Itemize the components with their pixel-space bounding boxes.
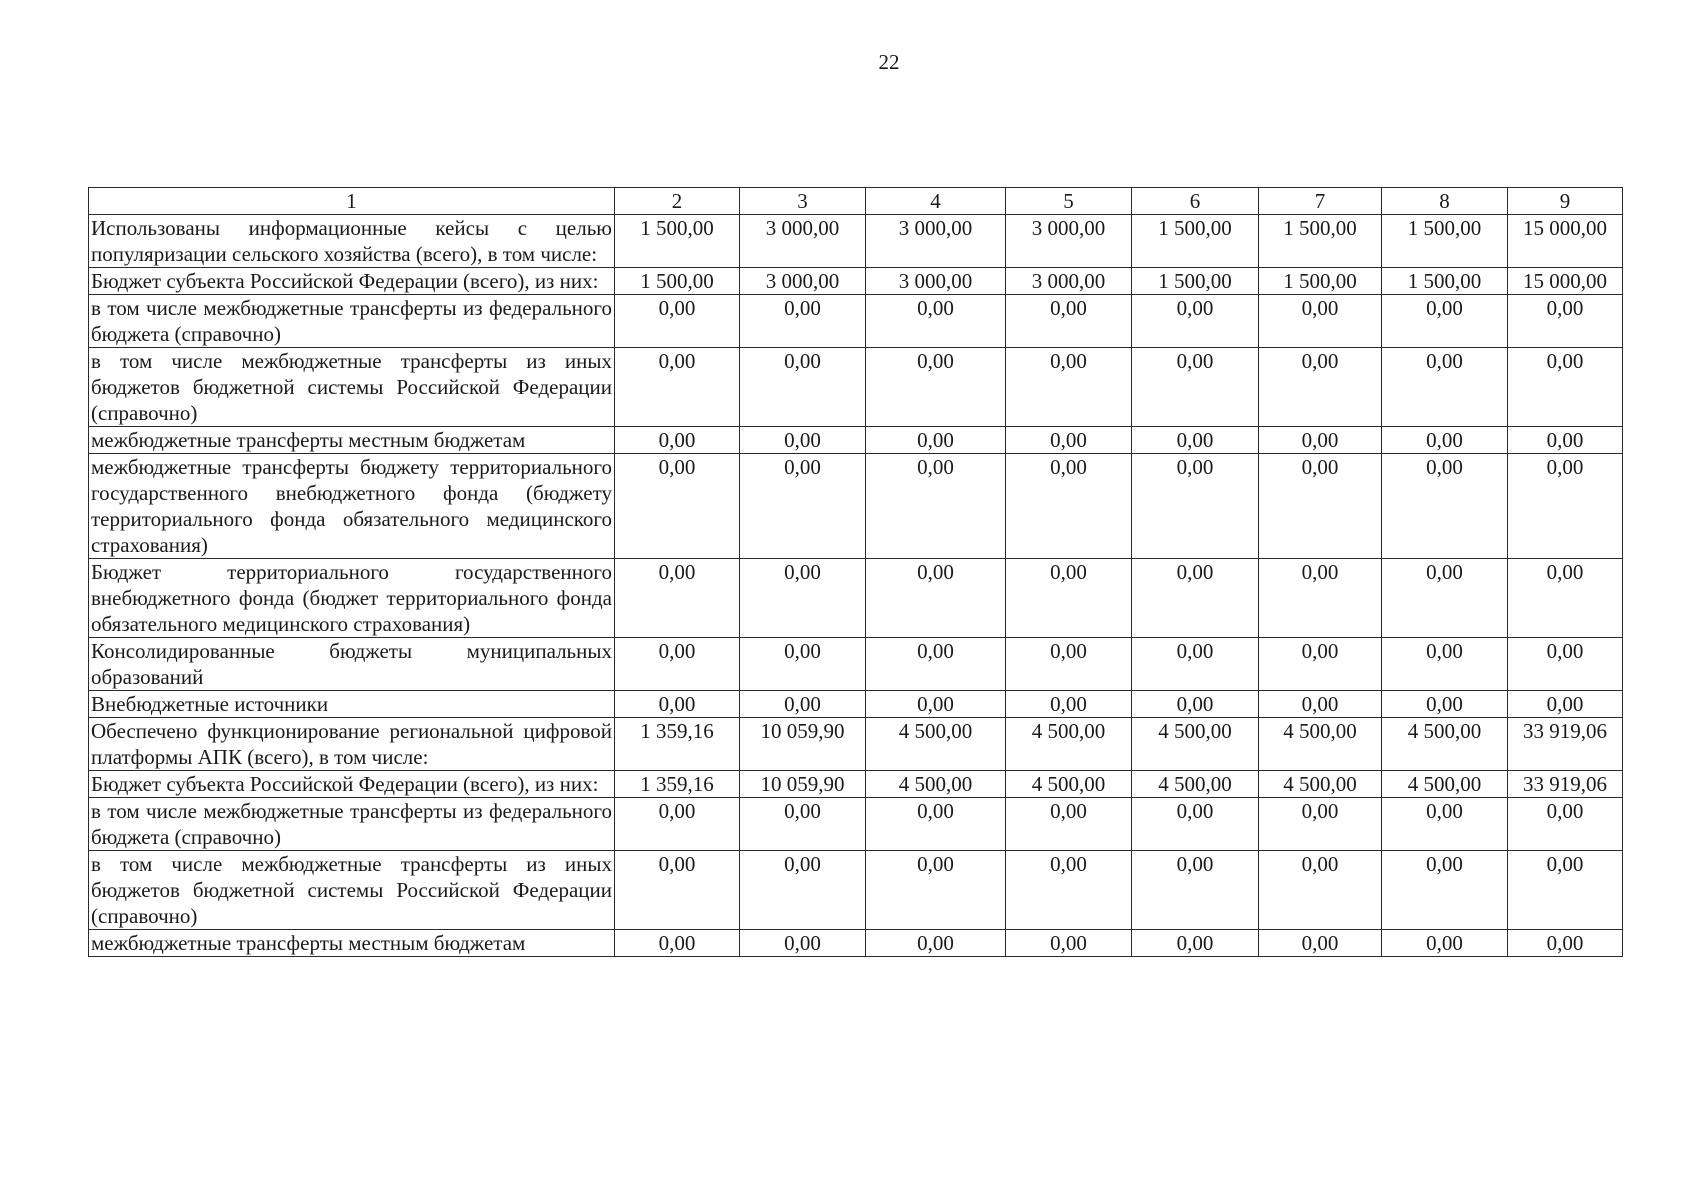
value-cell: 0,00 — [1508, 427, 1623, 454]
value-cell: 3 000,00 — [740, 215, 866, 268]
row-label: Использованы информационные кейсы с целью популяризации сельского хозяйства (всего), в том числе: — [89, 215, 615, 268]
value-cell: 3 000,00 — [866, 268, 1006, 295]
value-cell: 33 919,06 — [1508, 771, 1623, 798]
table-header-row — [89, 188, 1623, 215]
value-cell: 4 500,00 — [1132, 718, 1259, 771]
value-cell: 4 500,00 — [1006, 718, 1132, 771]
table-row — [89, 638, 1623, 691]
table-row — [89, 771, 1623, 798]
value-cell: 0,00 — [615, 851, 740, 930]
value-cell: 1 500,00 — [1259, 215, 1382, 268]
value-cell: 0,00 — [1382, 638, 1508, 691]
table-row — [89, 268, 1623, 295]
table-row — [89, 295, 1623, 348]
value-cell: 0,00 — [615, 930, 740, 957]
value-cell: 0,00 — [1132, 798, 1259, 851]
column-header: 2 — [615, 188, 740, 215]
value-cell: 0,00 — [1508, 559, 1623, 638]
value-cell: 0,00 — [1132, 930, 1259, 957]
table-row — [89, 930, 1623, 957]
value-cell: 0,00 — [1259, 348, 1382, 427]
value-cell: 0,00 — [1259, 427, 1382, 454]
value-cell: 0,00 — [740, 348, 866, 427]
column-header: 1 — [89, 188, 615, 215]
value-cell: 0,00 — [1132, 454, 1259, 559]
row-label: межбюджетные трансферты бюджету территориального государственного внебюджетного фонда (бюджету территориального фонда обязательного медицинского страхования) — [89, 454, 615, 559]
value-cell: 0,00 — [1006, 559, 1132, 638]
table-row — [89, 851, 1623, 930]
value-cell: 15 000,00 — [1508, 268, 1623, 295]
value-cell: 4 500,00 — [1382, 718, 1508, 771]
value-cell: 0,00 — [1006, 638, 1132, 691]
value-cell: 0,00 — [1259, 851, 1382, 930]
value-cell: 0,00 — [740, 691, 866, 718]
value-cell: 0,00 — [615, 427, 740, 454]
value-cell: 0,00 — [1382, 295, 1508, 348]
value-cell: 1 359,16 — [615, 771, 740, 798]
row-label: в том числе межбюджетные трансферты из иных бюджетов бюджетной системы Российской Федерации (справочно) — [89, 851, 615, 930]
value-cell: 0,00 — [1508, 798, 1623, 851]
value-cell: 0,00 — [1132, 691, 1259, 718]
value-cell: 0,00 — [740, 454, 866, 559]
value-cell: 0,00 — [1382, 930, 1508, 957]
value-cell: 4 500,00 — [1006, 771, 1132, 798]
value-cell: 0,00 — [866, 559, 1006, 638]
value-cell: 0,00 — [615, 798, 740, 851]
value-cell: 0,00 — [1006, 348, 1132, 427]
value-cell: 4 500,00 — [1259, 771, 1382, 798]
row-label: Бюджет субъекта Российской Федерации (всего), из них: — [89, 268, 615, 295]
value-cell: 3 000,00 — [1006, 215, 1132, 268]
value-cell: 0,00 — [1508, 348, 1623, 427]
value-cell: 0,00 — [740, 798, 866, 851]
value-cell: 0,00 — [1508, 851, 1623, 930]
value-cell: 0,00 — [1259, 559, 1382, 638]
row-label: Бюджет субъекта Российской Федерации (всего), из них: — [89, 771, 615, 798]
value-cell: 0,00 — [1382, 427, 1508, 454]
value-cell: 0,00 — [1006, 930, 1132, 957]
value-cell: 3 000,00 — [1006, 268, 1132, 295]
value-cell: 0,00 — [866, 427, 1006, 454]
table-row — [89, 559, 1623, 638]
budget-table — [88, 187, 1623, 957]
table-row — [89, 427, 1623, 454]
row-label: Обеспечено функционирование региональной цифровой платформы АПК (всего), в том числе: — [89, 718, 615, 771]
value-cell: 0,00 — [1382, 348, 1508, 427]
value-cell: 1 500,00 — [615, 268, 740, 295]
value-cell: 10 059,90 — [740, 771, 866, 798]
value-cell: 10 059,90 — [740, 718, 866, 771]
value-cell: 0,00 — [1508, 638, 1623, 691]
column-header: 5 — [1006, 188, 1132, 215]
value-cell: 0,00 — [1132, 559, 1259, 638]
value-cell: 0,00 — [615, 454, 740, 559]
value-cell: 1 500,00 — [1382, 215, 1508, 268]
value-cell: 0,00 — [740, 851, 866, 930]
column-header: 4 — [866, 188, 1006, 215]
value-cell: 0,00 — [1508, 454, 1623, 559]
value-cell: 0,00 — [615, 348, 740, 427]
row-label: в том числе межбюджетные трансферты из федерального бюджета (справочно) — [89, 798, 615, 851]
value-cell: 0,00 — [740, 930, 866, 957]
value-cell: 0,00 — [1006, 691, 1132, 718]
row-label: в том числе межбюджетные трансферты из иных бюджетов бюджетной системы Российской Федерации (справочно) — [89, 348, 615, 427]
value-cell: 0,00 — [866, 851, 1006, 930]
value-cell: 0,00 — [615, 559, 740, 638]
table-row — [89, 215, 1623, 268]
value-cell: 1 500,00 — [1132, 215, 1259, 268]
value-cell: 0,00 — [1259, 638, 1382, 691]
value-cell: 3 000,00 — [866, 215, 1006, 268]
value-cell: 0,00 — [1382, 798, 1508, 851]
page-number: 22 — [878, 50, 900, 74]
value-cell: 4 500,00 — [1259, 718, 1382, 771]
value-cell: 0,00 — [615, 691, 740, 718]
value-cell: 3 000,00 — [740, 268, 866, 295]
value-cell: 0,00 — [615, 638, 740, 691]
value-cell: 0,00 — [1132, 638, 1259, 691]
value-cell: 0,00 — [866, 295, 1006, 348]
value-cell: 0,00 — [1382, 559, 1508, 638]
row-label: межбюджетные трансферты местным бюджетам — [89, 427, 615, 454]
value-cell: 0,00 — [1132, 295, 1259, 348]
value-cell: 0,00 — [1006, 851, 1132, 930]
value-cell: 0,00 — [866, 454, 1006, 559]
value-cell: 0,00 — [615, 295, 740, 348]
value-cell: 0,00 — [1259, 454, 1382, 559]
value-cell: 0,00 — [1382, 851, 1508, 930]
table-row — [89, 691, 1623, 718]
table-row — [89, 348, 1623, 427]
value-cell: 0,00 — [1259, 930, 1382, 957]
table-body — [89, 215, 1623, 957]
value-cell: 0,00 — [1382, 454, 1508, 559]
value-cell: 0,00 — [1006, 454, 1132, 559]
value-cell: 1 500,00 — [615, 215, 740, 268]
value-cell: 0,00 — [866, 691, 1006, 718]
column-header: 7 — [1259, 188, 1382, 215]
value-cell: 0,00 — [740, 427, 866, 454]
value-cell: 4 500,00 — [1382, 771, 1508, 798]
value-cell: 4 500,00 — [1132, 771, 1259, 798]
value-cell: 0,00 — [1132, 851, 1259, 930]
value-cell: 1 359,16 — [615, 718, 740, 771]
value-cell: 15 000,00 — [1508, 215, 1623, 268]
value-cell: 1 500,00 — [1132, 268, 1259, 295]
value-cell: 0,00 — [866, 798, 1006, 851]
row-label: в том числе межбюджетные трансферты из федерального бюджета (справочно) — [89, 295, 615, 348]
value-cell: 0,00 — [1132, 348, 1259, 427]
value-cell: 33 919,06 — [1508, 718, 1623, 771]
row-label: Бюджет территориального государственного внебюджетного фонда (бюджет территориального фонда обязательного медицинского страхования) — [89, 559, 615, 638]
value-cell: 0,00 — [866, 348, 1006, 427]
table-row — [89, 798, 1623, 851]
value-cell: 0,00 — [1382, 691, 1508, 718]
row-label: Консолидированные бюджеты муниципальных образований — [89, 638, 615, 691]
column-header: 6 — [1132, 188, 1259, 215]
table-row — [89, 718, 1623, 771]
table-row — [89, 454, 1623, 559]
value-cell: 0,00 — [1006, 798, 1132, 851]
value-cell: 0,00 — [740, 559, 866, 638]
value-cell: 0,00 — [1006, 295, 1132, 348]
value-cell: 4 500,00 — [866, 771, 1006, 798]
value-cell: 0,00 — [1259, 295, 1382, 348]
value-cell: 0,00 — [1006, 427, 1132, 454]
column-header: 8 — [1382, 188, 1508, 215]
value-cell: 0,00 — [1259, 798, 1382, 851]
value-cell: 0,00 — [740, 638, 866, 691]
value-cell: 0,00 — [1508, 295, 1623, 348]
value-cell: 1 500,00 — [1259, 268, 1382, 295]
value-cell: 0,00 — [1508, 930, 1623, 957]
value-cell: 0,00 — [1259, 691, 1382, 718]
row-label: межбюджетные трансферты местным бюджетам — [89, 930, 615, 957]
value-cell: 0,00 — [866, 638, 1006, 691]
value-cell: 0,00 — [1132, 427, 1259, 454]
value-cell: 0,00 — [1508, 691, 1623, 718]
value-cell: 0,00 — [866, 930, 1006, 957]
row-label: Внебюджетные источники — [89, 691, 615, 718]
column-header: 3 — [740, 188, 866, 215]
value-cell: 1 500,00 — [1382, 268, 1508, 295]
value-cell: 4 500,00 — [866, 718, 1006, 771]
column-header: 9 — [1508, 188, 1623, 215]
value-cell: 0,00 — [740, 295, 866, 348]
